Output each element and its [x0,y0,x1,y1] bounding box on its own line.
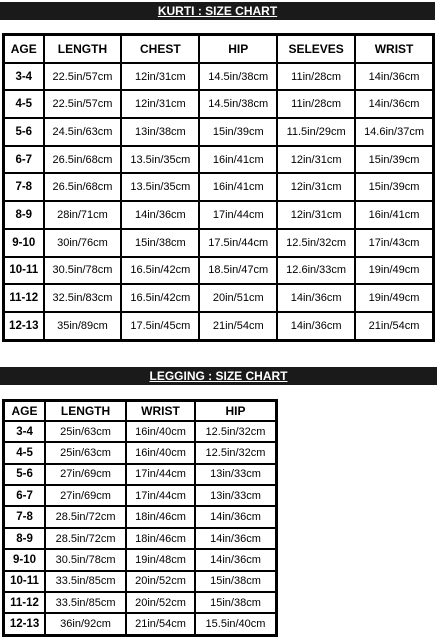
cell-age: 3-4 [4,421,45,442]
cell-age: 9-10 [4,549,45,570]
cell-wrist: 16in/40cm [126,442,195,463]
cell-chest: 12in/31cm [121,90,199,118]
cell-sleeves: 11.5in/29cm [277,118,355,146]
header-hip: HIP [199,35,277,63]
table-row [4,613,276,635]
cell-sleeves: 12.6in/33cm [277,257,355,285]
cell-hip: 16in/41cm [199,146,277,174]
cell-hip: 16in/41cm [199,173,277,201]
cell-wrist: 17in/43cm [355,229,433,257]
cell-hip: 14in/36cm [195,549,276,570]
header-wrist: WRIST [126,401,195,421]
legging-size-table [2,399,278,637]
table-row [4,312,433,340]
cell-sleeves: 11in/28cm [277,90,355,118]
cell-age: 6-7 [4,485,45,506]
cell-age: 10-11 [4,257,44,285]
cell-length: 35in/89cm [44,312,122,340]
cell-hip: 21in/54cm [199,312,277,340]
cell-age: 11-12 [4,284,44,312]
cell-age: 9-10 [4,229,44,257]
cell-wrist: 16in/41cm [355,201,433,229]
cell-hip: 15in/38cm [195,571,276,592]
header-hip: HIP [195,401,276,421]
cell-wrist: 18in/46cm [126,506,195,527]
legging-title-banner: LEGGING : SIZE CHART [0,367,437,385]
cell-hip: 13in/33cm [195,464,276,485]
cell-age: 4-5 [4,442,45,463]
kurti-size-table [2,33,435,342]
cell-length: 30in/76cm [44,229,122,257]
cell-wrist: 14.6in/37cm [355,118,433,146]
table-row [4,63,433,91]
header-age: AGE [4,35,44,63]
cell-age: 8-9 [4,528,45,549]
cell-wrist: 14in/36cm [355,63,433,91]
cell-age: 5-6 [4,464,45,485]
cell-hip: 17in/44cm [199,201,277,229]
cell-age: 8-9 [4,201,44,229]
cell-chest: 13.5in/35cm [121,173,199,201]
cell-age: 5-6 [4,118,44,146]
table-row [4,229,433,257]
header-length: LENGTH [44,35,122,63]
table-row [4,201,433,229]
cell-length: 22.5in/57cm [44,63,122,91]
cell-age: 12-13 [4,312,44,340]
cell-length: 27in/69cm [45,464,126,485]
cell-hip: 17.5in/44cm [199,229,277,257]
cell-hip: 13in/33cm [195,485,276,506]
cell-length: 30.5in/78cm [45,549,126,570]
table-row [4,118,433,146]
cell-sleeves: 14in/36cm [277,312,355,340]
header-length: LENGTH [45,401,126,421]
cell-wrist: 14in/36cm [355,90,433,118]
cell-length: 27in/69cm [45,485,126,506]
cell-length: 33.5in/85cm [45,592,126,613]
cell-wrist: 17in/44cm [126,464,195,485]
cell-wrist: 18in/46cm [126,528,195,549]
cell-hip: 20in/51cm [199,284,277,312]
table-row [4,485,276,506]
cell-length: 25in/63cm [45,442,126,463]
cell-wrist: 20in/52cm [126,592,195,613]
cell-sleeves: 12in/31cm [277,173,355,201]
cell-wrist: 15in/39cm [355,146,433,174]
cell-wrist: 17in/44cm [126,485,195,506]
cell-chest: 13.5in/35cm [121,146,199,174]
table-row [4,506,276,527]
cell-hip: 14.5in/38cm [199,63,277,91]
cell-length: 30.5in/78cm [44,257,122,285]
cell-wrist: 21in/54cm [355,312,433,340]
cell-age: 11-12 [4,592,45,613]
cell-length: 33.5in/85cm [45,571,126,592]
header-wrist: WRIST [355,35,433,63]
table-row [4,571,276,592]
cell-age: 12-13 [4,613,45,635]
cell-chest: 13in/38cm [121,118,199,146]
cell-wrist: 20in/52cm [126,571,195,592]
cell-wrist: 19in/48cm [126,549,195,570]
cell-age: 7-8 [4,506,45,527]
table-row [4,464,276,485]
table-row [4,592,276,613]
cell-chest: 16.5in/42cm [121,284,199,312]
cell-length: 25in/63cm [45,421,126,442]
cell-hip: 12.5in/32cm [195,421,276,442]
cell-wrist: 19in/49cm [355,257,433,285]
cell-hip: 15in/39cm [199,118,277,146]
cell-length: 28in/71cm [44,201,122,229]
table-row [4,90,433,118]
cell-age: 6-7 [4,146,44,174]
cell-hip: 12.5in/32cm [195,442,276,463]
cell-age: 10-11 [4,571,45,592]
cell-length: 32.5in/83cm [44,284,122,312]
cell-chest: 17.5in/45cm [121,312,199,340]
cell-sleeves: 14in/36cm [277,284,355,312]
table-row [4,442,276,463]
cell-chest: 15in/38cm [121,229,199,257]
cell-wrist: 19in/49cm [355,284,433,312]
cell-length: 28.5in/72cm [45,528,126,549]
cell-hip: 14in/36cm [195,528,276,549]
cell-length: 26.5in/68cm [44,146,122,174]
cell-age: 7-8 [4,173,44,201]
cell-wrist: 21in/54cm [126,613,195,635]
table-row [4,146,433,174]
cell-length: 22.5in/57cm [44,90,122,118]
cell-chest: 14in/36cm [121,201,199,229]
cell-chest: 16.5in/42cm [121,257,199,285]
table-row [4,421,276,442]
table-row [4,549,276,570]
cell-sleeves: 12in/31cm [277,146,355,174]
kurti-header-row [4,35,433,63]
kurti-title-banner: KURTI : SIZE CHART [0,2,435,20]
header-sleeves: SELEVES [277,35,355,63]
cell-hip: 18.5in/47cm [199,257,277,285]
cell-length: 36in/92cm [45,613,126,635]
table-row [4,284,433,312]
cell-age: 3-4 [4,63,44,91]
cell-hip: 14in/36cm [195,506,276,527]
header-age: AGE [4,401,45,421]
cell-sleeves: 12.5in/32cm [277,229,355,257]
table-row [4,528,276,549]
cell-wrist: 16in/40cm [126,421,195,442]
cell-length: 28.5in/72cm [45,506,126,527]
cell-age: 4-5 [4,90,44,118]
cell-hip: 15in/38cm [195,592,276,613]
cell-chest: 12in/31cm [121,63,199,91]
table-row [4,257,433,285]
table-row [4,173,433,201]
cell-hip: 15.5in/40cm [195,613,276,635]
cell-wrist: 15in/39cm [355,173,433,201]
cell-sleeves: 11in/28cm [277,63,355,91]
cell-length: 24.5in/63cm [44,118,122,146]
cell-sleeves: 12in/31cm [277,201,355,229]
legging-header-row [4,401,276,421]
cell-hip: 14.5in/38cm [199,90,277,118]
cell-length: 26.5in/68cm [44,173,122,201]
header-chest: CHEST [121,35,199,63]
